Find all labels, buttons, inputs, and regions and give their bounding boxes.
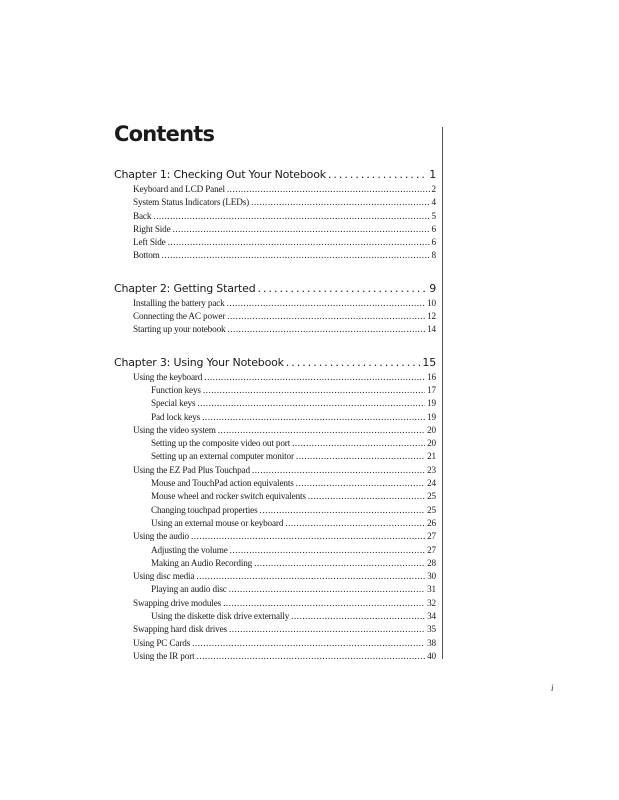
toc-chapter-title: Chapter 3: Using Your Notebook [114,355,284,369]
table-of-contents [114,168,436,664]
toc-entry-title: Using the keyboard [133,371,203,382]
page-number: i [551,683,554,693]
dot-leader [168,237,430,247]
toc-entry-title: Setting up an external computer monitor [151,451,294,462]
dot-leader [202,412,425,422]
dot-leader [251,197,429,207]
toc-entry-title: Bottom [133,250,160,261]
dot-leader [162,250,430,260]
dot-leader [292,438,425,448]
dot-leader [192,638,425,648]
toc-entry-title: System Status Indicators (LEDs) [133,197,250,208]
toc-entry[interactable] [114,478,436,491]
toc-entry-page: 30 [427,571,436,582]
dot-leader [254,558,425,568]
toc-chapter[interactable] [114,282,436,298]
toc-entry-title: Adjusting the volume [151,544,228,555]
toc-entry[interactable] [114,197,436,210]
toc-entry-title: Using PC Cards [133,637,191,648]
toc-entry[interactable] [114,598,436,611]
toc-entry[interactable] [114,237,436,250]
toc-entry[interactable] [114,372,436,385]
toc-entry[interactable] [114,651,436,664]
toc-entry-title: Special keys [151,398,196,409]
toc-entry-title: Connecting the AC power [133,311,226,322]
dot-leader [230,545,425,555]
dot-leader [227,324,425,334]
toc-entry-title: Function keys [151,384,201,395]
toc-entry-title: Playing an audio disc [151,584,227,595]
dot-leader [227,298,425,308]
toc-entry-page: 4 [431,197,436,208]
dot-leader [291,611,425,621]
dot-leader [229,584,425,594]
toc-entry[interactable] [114,451,436,464]
toc-entry[interactable] [114,184,436,197]
dot-leader [223,598,425,608]
toc-entry[interactable] [114,412,436,425]
toc-entry-title: Swapping drive modules [133,597,222,608]
toc-entry[interactable] [114,611,436,624]
toc-entry-title: Using the video system [133,424,216,435]
toc-entry-title: Pad lock keys [151,411,201,422]
page-title: Contents [114,122,215,146]
toc-entry-page: 32 [427,597,436,608]
toc-entry-title: Using an external mouse or keyboard [151,517,284,528]
toc-chapter-page: 15 [422,355,436,369]
toc-entry[interactable] [114,438,436,451]
dot-leader [227,311,425,321]
dot-leader [328,168,427,181]
toc-entry-title: Using disc media [133,571,195,582]
dot-leader [196,571,425,581]
toc-entry-title: Changing touchpad properties [151,504,258,515]
dot-leader [252,465,425,475]
toc-entry-page: 20 [427,438,436,449]
toc-entry-title: Mouse and TouchPad action equivalents [151,478,294,489]
toc-entry-page: 27 [427,544,436,555]
dot-leader [308,491,425,501]
toc-entry[interactable] [114,531,436,544]
dot-leader [286,356,421,369]
toc-entry-page: 10 [427,297,436,308]
toc-entry[interactable] [114,224,436,237]
dot-leader [197,651,426,661]
toc-entry[interactable] [114,385,436,398]
toc-entry-page: 6 [431,237,436,248]
toc-entry-title: Using the EZ Pad Plus Touchpad [133,464,250,475]
toc-entry-title: Making an Audio Recording [151,557,253,568]
dot-leader [191,531,425,541]
dot-leader [203,385,425,395]
toc-entry-title: Using the audio [133,531,189,542]
toc-entry-page: 40 [427,650,436,661]
dot-leader [296,478,425,488]
toc-entry[interactable] [114,505,436,518]
toc-entry-title: Swapping hard disk drives [133,624,227,635]
toc-entry[interactable] [114,298,436,311]
dot-leader [296,451,425,461]
dot-leader [197,398,425,408]
toc-entry-page: 28 [427,557,436,568]
toc-entry-page: 19 [427,398,436,409]
toc-entry-page: 25 [427,491,436,502]
toc-entry-title: Setting up the composite video out port [151,438,291,449]
toc-chapter-page: 9 [429,281,436,295]
dot-leader [173,224,430,234]
toc-entry-page: 20 [427,424,436,435]
toc-entry[interactable] [114,624,436,637]
toc-entry-title: Keyboard and LCD Panel [133,184,225,194]
dot-leader [227,184,430,194]
toc-entry[interactable] [114,638,436,651]
toc-entry[interactable] [114,584,436,597]
toc-entry[interactable] [114,211,436,224]
toc-entry[interactable] [114,571,436,584]
toc-entry-title: Starting up your notebook [133,324,226,335]
toc-entry-page: 34 [427,611,436,622]
toc-entry[interactable] [114,250,436,263]
chapter-gap [114,338,436,356]
toc-entry-title: Installing the battery pack [133,297,225,308]
dot-leader [229,624,425,634]
toc-entry-page: 8 [431,250,436,261]
vertical-rule [442,127,443,659]
toc-entry[interactable] [114,311,436,324]
toc-entry-page: 31 [427,584,436,595]
toc-entry[interactable] [114,558,436,571]
dot-leader [258,282,428,295]
toc-entry[interactable] [114,398,436,411]
toc-entry-page: 26 [427,517,436,528]
chapter-gap [114,264,436,282]
toc-entry[interactable] [114,518,436,531]
toc-entry-title: Left Side [133,237,166,248]
toc-entry-title: Using the diskette disk drive externally [151,611,290,622]
toc-entry-page: 19 [427,411,436,422]
toc-entry-title: Right Side [133,223,171,234]
toc-entry-page: 12 [427,311,436,322]
toc-entry-page: 17 [427,384,436,395]
toc-entry-title: Using the IR port [133,650,195,661]
toc-entry-title: Mouse wheel and rocker switch equivalents [151,491,306,502]
toc-entry-page: 6 [431,223,436,234]
toc-chapter[interactable] [114,168,436,184]
toc-entry[interactable] [114,324,436,337]
toc-entry-page: 24 [427,478,436,489]
toc-entry[interactable] [114,545,436,558]
toc-chapter[interactable] [114,356,436,372]
dot-leader [260,505,426,515]
toc-entry-page: 35 [427,624,436,635]
toc-entry-page: 38 [427,637,436,648]
toc-entry[interactable] [114,491,436,504]
toc-entry-page: 16 [427,371,436,382]
toc-entry-page: 25 [427,504,436,515]
toc-entry[interactable] [114,425,436,438]
toc-entry-page: 21 [427,451,436,462]
toc-entry-page: 5 [431,210,436,221]
toc-entry-page: 2 [431,184,436,194]
toc-chapter-title: Chapter 1: Checking Out Your Notebook [114,168,326,181]
toc-entry-page: 27 [427,531,436,542]
dot-leader [153,211,429,221]
toc-entry-title: Back [133,210,152,221]
dot-leader [218,425,425,435]
toc-chapter-page: 1 [429,168,436,181]
dot-leader [204,372,425,382]
toc-entry-page: 23 [427,464,436,475]
toc-entry[interactable] [114,465,436,478]
toc-chapter-title: Chapter 2: Getting Started [114,281,256,295]
dot-leader [285,518,425,528]
toc-entry-page: 14 [427,324,436,335]
